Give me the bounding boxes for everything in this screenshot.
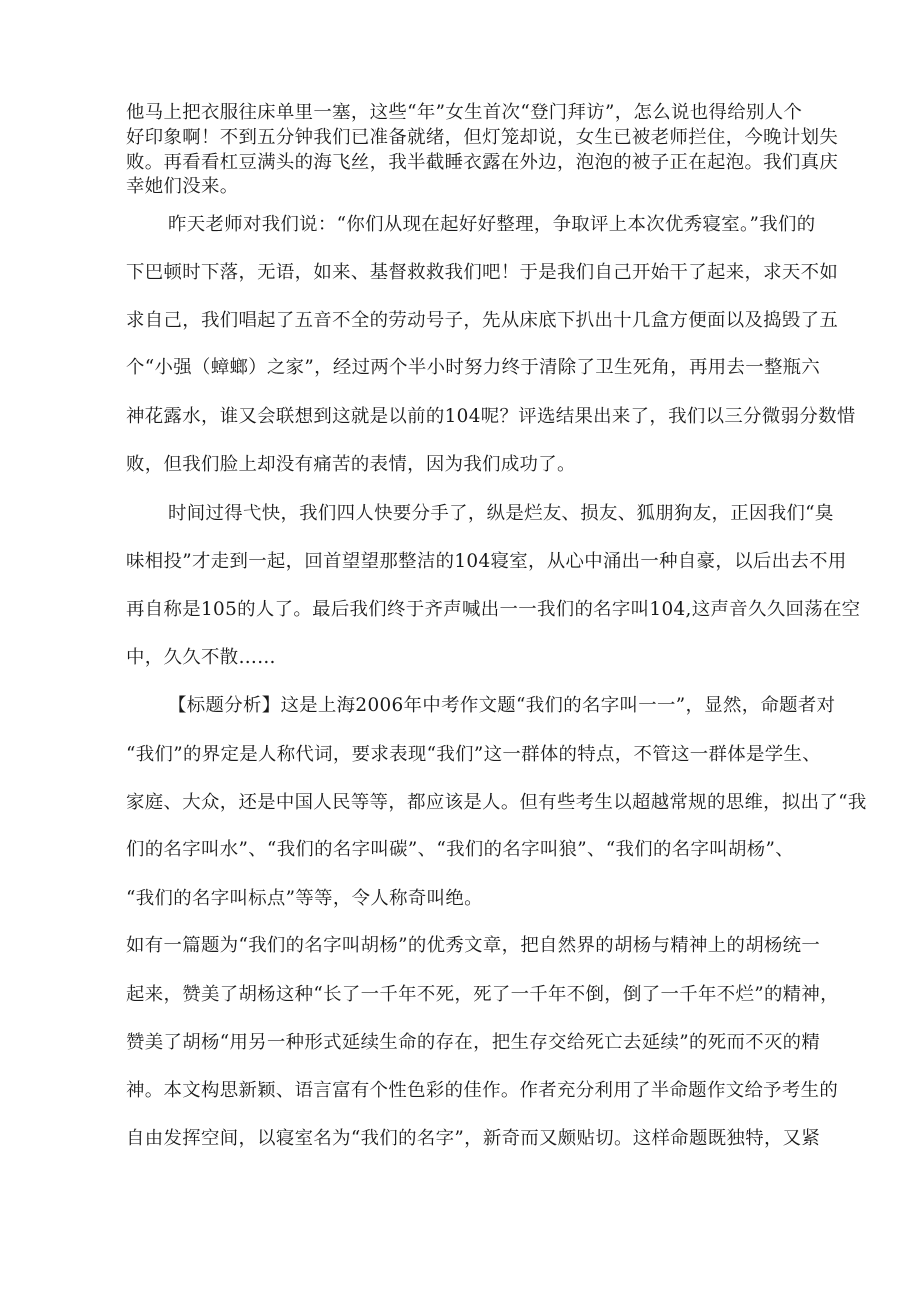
text-line: 时间过得弋快，我们四人快要分手了，纵是烂友、损友、狐朋狗友，正因我们“臭 xyxy=(168,503,834,524)
text-line: “我们”的界定是人称代词，要求表现“我们”这一群体的特点，不管这一群体是学生、 xyxy=(126,744,821,765)
text-line: 再自称是105的人了。最后我们终于齐声喊出一一我们的名字叫104,这声音久久回荡在空 xyxy=(126,599,861,620)
text-line: 败，但我们脸上却没有痛苦的表情，因为我们成功了。 xyxy=(126,454,576,475)
text-line: 神。本文构思新颖、语言富有个性色彩的佳作。作者充分利用了半命题作文给予考生的 xyxy=(126,1080,839,1101)
text-line: 求自己，我们唱起了五音不全的劳动号子，先从床底下扒出十几盒方便面以及捣毁了五 xyxy=(126,310,839,331)
text-line: 下巴顿时下落，无语，如来、基督救救我们吧！于是我们自己开始干了起来，求天不如 xyxy=(126,262,839,283)
text-line: 味相投”才走到一起，回首望望那整洁的104寝室，从心中涌出一种自豪，以后出去不用 xyxy=(126,551,847,572)
text-line: 个“小强（蟑螂）之家”，经过两个半小时努力终于清除了卫生死角，再用去一整瓶六 xyxy=(126,357,821,378)
text-line: 他马上把衣服往床单里一塞，这些“年”女生首次“登门拜访”，怎么说也得给别人个 xyxy=(126,102,803,123)
text-line: 中，久久不散…… xyxy=(126,647,276,668)
text-line: 幸她们没来。 xyxy=(126,176,239,197)
text-line: 家庭、大众，还是中国人民等等，都应该是人。但有些考生以超越常规的思维，拟出了“我 xyxy=(126,792,867,813)
text-line: 们的名字叫水”、“我们的名字叫碳”、“我们的名字叫狼”、“我们的名字叫胡杨”、 xyxy=(126,839,794,860)
text-line: 【标题分析】这是上海2006年中考作文题“我们的名字叫一一”，显然，命题者对 xyxy=(168,695,836,716)
text-line: 如有一篇题为“我们的名字叫胡杨”的优秀文章，把自然界的胡杨与精神上的胡杨统一 xyxy=(126,935,821,956)
text-line: 神花露水，谁又会联想到这就是以前的104呢？评选结果出来了，我们以三分微弱分数惜 xyxy=(126,406,856,427)
text-line: 起来，赞美了胡杨这种“长了一千年不死，死了一千年不倒，倒了一千年不烂”的精神， xyxy=(126,984,839,1005)
text-line: 败。再看看杠豆满头的海飞丝，我半截睡衣露在外边，泡泡的被子正在起泡。我们真庆 xyxy=(126,152,839,173)
text-line: “我们的名字叫标点”等等，令人称奇叫绝。 xyxy=(126,888,483,909)
text-line: 昨天老师对我们说：“你们从现在起好好整理，争取评上本次优秀寝室。”我们的 xyxy=(168,214,816,235)
text-line: 赞美了胡杨“用另一种形式延续生命的存在，把生存交给死亡去延续”的死而不灭的精 xyxy=(126,1032,821,1053)
text-line: 自由发挥空间，以寝室名为“我们的名字”，新奇而又颇贴切。这样命题既独特，又紧 xyxy=(126,1128,821,1149)
text-line: 好印象啊！不到五分钟我们已准备就绪，但灯笼却说，女生已被老师拦住，今晚计划失 xyxy=(126,127,839,148)
